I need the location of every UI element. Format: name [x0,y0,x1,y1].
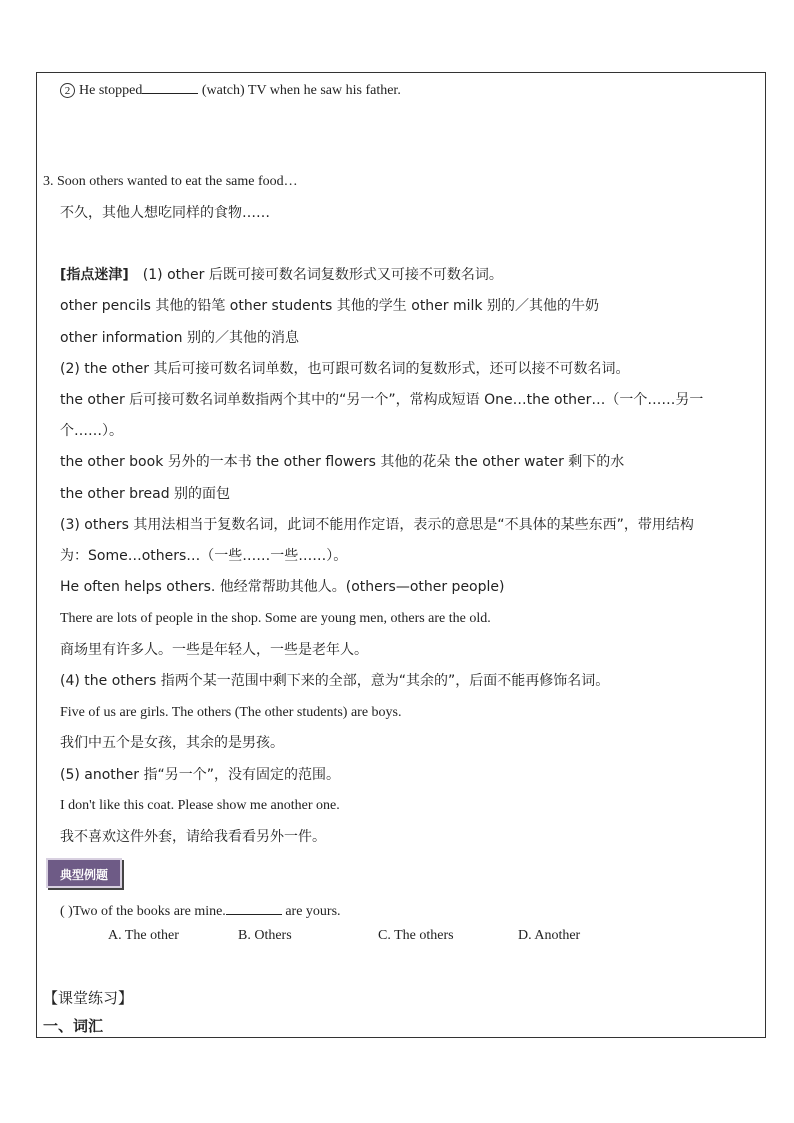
item-3-english: 3. Soon others wanted to eat the same food… [43,174,298,189]
notes-p3-example-2-cn: 商场里有许多人。一些是年轻人，一些是老年人。 [60,642,368,658]
notes-p1: (1) other 后既可接可数名词复数形式又可接不可数名词。 [142,267,503,283]
notes-p4-example: Five of us are girls. The others (The other students) are boys. [60,705,402,720]
notes-p5-example: I don't like this coat. Please show me another one. [60,798,340,813]
notes-p5-example-cn: 我不喜欢这件外套，请给我看看另外一件。 [60,829,326,845]
notes-p3-example-1: He often helps others. 他经常帮助其他人。(others—other people) [60,579,505,595]
example-question-suffix: are yours. [281,904,341,919]
notes-p2: (2) the other 其后可接可数名词单数，也可跟可数名词的复数形式，还可以接不可数名词。 [60,361,630,377]
notes-p2-line-1: the other 后可接可数名词单数指两个其中的“另一个”，常构成短语 One…the other…（一个……另一 [60,392,704,408]
notes-p3-line-2: 为：Some…others…（一些……一些……）。 [60,548,348,564]
notes-p3-example-2: There are lots of people in the shop. Some are young men, others are the old. [60,611,491,626]
notes-p1-example-2: other information 别的／其他的消息 [60,330,299,346]
section-vocabulary: 一、词汇 [43,1017,104,1035]
practice-heading: 【课堂练习】 [43,989,134,1007]
question-number-circle: 2 [60,83,75,98]
notes-p3-line-1: (3) others 其用法相当于复数名词，此词不能用作定语，表示的意思是“不具体的某些东西”，带用结构 [60,517,694,533]
question-2-after: (watch) TV when he saw his father. [198,83,401,98]
notes-line-1 [60,265,503,286]
answer-blank[interactable] [142,79,198,94]
notes-p2-example-1: the other book 另外的一本书 the other flowers 其他的花朵 the other water 剩下的水 [60,454,625,470]
notes-p1-example-1: other pencils 其他的铅笔 other students 其他的学生 other milk 别的／其他的牛奶 [60,298,599,314]
notes-p4-example-cn: 我们中五个是女孩，其余的是男孩。 [60,735,284,751]
notes-heading: [指点迷津] [60,267,129,283]
example-answer-blank[interactable] [226,900,282,915]
notes-p4: (4) the others 指两个某一范围中剩下来的全部，意为“其余的”，后面不能再修饰名词。 [60,673,610,689]
question-2-before: He stopped [79,83,143,98]
item-3-chinese: 不久，其他人想吃同样的食物…… [60,205,270,221]
notes-p5: (5) another 指“另一个”，没有固定的范围。 [60,767,340,783]
question-2 [60,79,401,101]
notes-p2-example-2: the other bread 别的面包 [60,486,231,502]
option-a[interactable]: A. The other [108,928,179,943]
option-d[interactable]: D. Another [518,928,581,943]
option-c[interactable]: C. The others [378,928,454,943]
option-b[interactable]: B. Others [238,928,292,943]
example-question [60,900,341,922]
example-question-prefix: ( )Two of the books are mine. [60,904,226,919]
typical-example-badge: 典型例题 [46,858,122,888]
notes-p2-line-2: 个……）。 [60,423,123,439]
